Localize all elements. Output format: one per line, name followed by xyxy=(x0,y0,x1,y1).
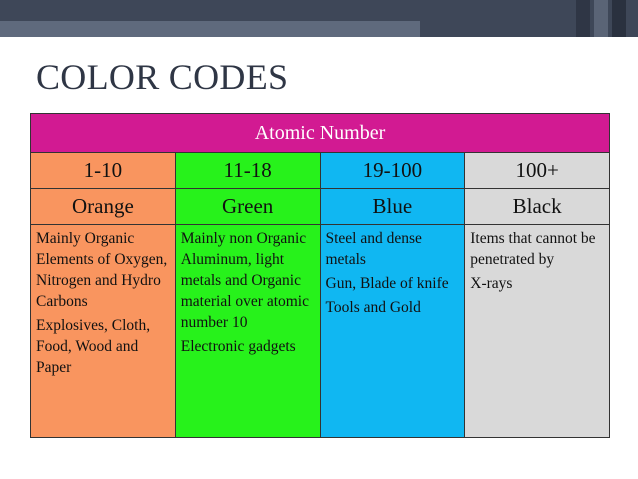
range-cell: 11-18 xyxy=(175,153,320,189)
top-bar-accent xyxy=(0,21,420,37)
atomic-number-header: Atomic Number xyxy=(31,114,610,153)
description-text: Gun, Blade of knife xyxy=(325,275,449,292)
color-name-cell: Orange xyxy=(31,189,176,225)
description-text: Electronic gadgets xyxy=(180,338,296,355)
description-text: Explosives, Cloth, Food, Wood and Paper xyxy=(36,317,151,376)
slide-title: COLOR CODES xyxy=(36,57,289,97)
range-row xyxy=(31,153,610,189)
description-text: Mainly Organic Elements of Oxygen, Nitrogen and Hydro Carbons xyxy=(36,230,168,310)
top-bar-stripe xyxy=(594,0,608,37)
color-codes-table xyxy=(30,113,610,438)
description-row xyxy=(31,225,610,438)
table-header-row xyxy=(31,114,610,153)
description-text: Tools and Gold xyxy=(325,299,421,316)
description-text: Mainly non Organic Aluminum, light metals and Organic material over atomic number 10 xyxy=(180,230,309,331)
color-name-cell: Black xyxy=(465,189,610,225)
description-cell xyxy=(31,225,176,438)
color-name-row xyxy=(31,189,610,225)
description-cell xyxy=(465,225,610,438)
top-bar-stripe xyxy=(576,0,590,37)
description-cell xyxy=(320,225,465,438)
description-text: X-rays xyxy=(470,275,513,292)
slide-top-bar xyxy=(0,0,638,37)
description-cell xyxy=(175,225,320,438)
range-cell: 19-100 xyxy=(320,153,465,189)
description-text: Items that cannot be penetrated by xyxy=(470,230,596,268)
color-name-cell: Green xyxy=(175,189,320,225)
range-cell: 100+ xyxy=(465,153,610,189)
description-text: Steel and dense metals xyxy=(325,230,422,268)
color-name-cell: Blue xyxy=(320,189,465,225)
top-bar-stripe xyxy=(612,0,626,37)
range-cell: 1-10 xyxy=(31,153,176,189)
